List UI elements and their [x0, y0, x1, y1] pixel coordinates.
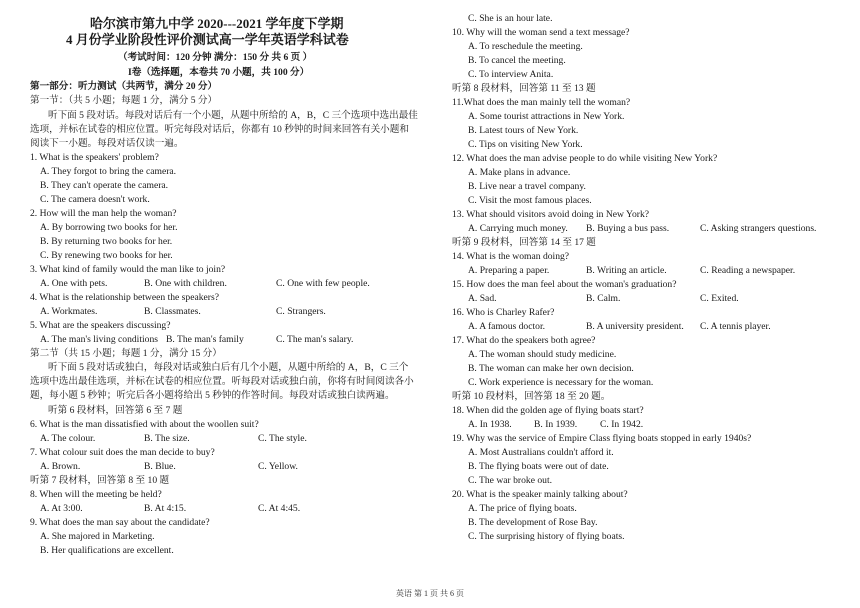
option: B. In 1939. [534, 419, 578, 430]
question-7: 7. What colour suit does the man decide to buy? [30, 447, 215, 458]
option: C. A tennis player. [700, 321, 771, 332]
option: C. To interview Anita. [468, 69, 554, 80]
option: B. Live near a travel company. [468, 181, 586, 192]
option: A. The colour. [40, 433, 96, 444]
option: B. At 4:15. [144, 503, 187, 514]
question-14: 14. What is the woman doing? [452, 251, 570, 262]
question-18: 18. When did the golden age of flying boats start? [452, 405, 644, 416]
option: A. A famous doctor. [468, 321, 546, 332]
option: C. One with few people. [276, 278, 370, 289]
section-two-instruction: 听下面 5 段对话或独白，每段对话或独白后有几个小题，从题中所给的 A，B，C 三个 [48, 362, 409, 373]
material-heading: 听第 8 段材料，回答第 11 至 13 题 [452, 83, 596, 94]
option: B. To cancel the meeting. [468, 55, 566, 66]
option: C. In 1942. [600, 419, 644, 430]
option: B. The woman can make her own decision. [468, 363, 634, 374]
page-footer: 英语 第 1 页 共 6 页 [396, 589, 464, 598]
option: B. The flying boats were out of date. [468, 461, 609, 472]
option: A. Sad. [468, 293, 497, 304]
option: A. Most Australians couldn't afford it. [468, 447, 614, 458]
option: B. By returning two books for her. [40, 236, 173, 247]
question-2: 2. How will the man help the woman? [30, 208, 177, 219]
option: C. Work experience is necessary for the woman. [468, 377, 654, 388]
option: C. Asking strangers questions. [700, 223, 817, 234]
option: B. They can't operate the camera. [40, 180, 169, 191]
option: C. Strangers. [276, 306, 326, 317]
exam-info: （考试时间：120 分钟 满分：150 分 共 6 页 ） [118, 52, 313, 63]
option: C. At 4:45. [258, 503, 301, 514]
option: A. The man's living conditions [40, 334, 159, 345]
option: C. Reading a newspaper. [700, 265, 796, 276]
section-one-instruction: 选项，并标在试卷的相应位置。听完每段对话后，你都有 10 秒钟的时间来回答有关小题和 [30, 124, 409, 135]
option: B. The size. [144, 433, 190, 444]
exam-title-2: 4 月份学业阶段性评价测试高一学年英语学科试卷 [66, 32, 349, 47]
option: A. Preparing a paper. [468, 265, 550, 276]
option: C. She is an hour late. [468, 13, 553, 24]
question-6: 6. What is the man dissatisfied with about the woollen suit? [30, 419, 259, 430]
option: C. Exited. [700, 293, 739, 304]
section-two-heading: 第二节（共 15 小题；每题 1 分，满分 15 分） [30, 348, 222, 359]
option: A. One with pets. [40, 278, 108, 289]
material-heading: 听第 9 段材料，回答第 14 至 17 题 [452, 237, 596, 248]
section-one-instruction: 阅读下一小题。每段对话仅读一遍。 [30, 138, 184, 149]
option: C. The surprising history of flying boats. [468, 531, 625, 542]
question-13: 13. What should visitors avoid doing in New York? [452, 209, 650, 220]
option: B. The man's family [166, 334, 244, 345]
section-two-instruction: 选项中选出最佳选项，并标在试卷的相应位置。听每段对话或独白前，你将有时间阅读各小 [30, 376, 414, 387]
option: A. To reschedule the meeting. [468, 41, 583, 52]
question-15: 15. How does the man feel about the woman's graduation? [452, 279, 677, 290]
option: C. Visit the most famous places. [468, 195, 592, 206]
question-5: 5. What are the speakers discussing? [30, 320, 171, 331]
material-heading: 听第 7 段材料，回答第 8 至 10 题 [30, 475, 170, 486]
question-16: 16. Who is Charley Rafer? [452, 307, 555, 318]
option: B. Blue. [144, 461, 176, 472]
listening-heading: 第一部分：听力测试（共两节，满分 20 分） [30, 81, 218, 92]
option: B. Classmates. [144, 306, 201, 317]
option: C. The man's salary. [276, 334, 354, 345]
option: A. The price of flying boats. [468, 503, 577, 514]
option: A. At 3:00. [40, 503, 83, 514]
option: B. Latest tours of New York. [468, 125, 579, 136]
option: A. The woman should study medicine. [468, 349, 617, 360]
option: C. By renewing two books for her. [40, 250, 173, 261]
option: A. Carrying much money. [468, 223, 568, 234]
option: B. Buying a bus pass. [586, 223, 670, 234]
question-20: 20. What is the speaker mainly talking about? [452, 489, 628, 500]
option: A. They forgot to bring the camera. [40, 166, 177, 177]
option: A. Make plans in advance. [468, 167, 571, 178]
exam-title-1: 哈尔滨市第九中学 2020---2021 学年度下学期 [90, 16, 344, 31]
option: A. Some tourist attractions in New York. [468, 111, 625, 122]
question-1: 1. What is the speakers' problem? [30, 152, 159, 163]
option: A. Workmates. [40, 306, 98, 317]
option: C. The camera doesn't work. [40, 194, 150, 205]
material-heading: 听第 10 段材料，回答第 18 至 20 题。 [452, 391, 611, 402]
question-11: 11.What does the man mainly tell the woman? [452, 97, 631, 108]
part-one-heading: I卷（选择题，本卷共 70 小题，共 100 分） [128, 67, 310, 78]
section-one-instruction: 听下面 5 段对话。每段对话后有一个小题，从题中所给的 A，B，C 三个选项中选出最佳 [48, 110, 418, 121]
option: B. Calm. [586, 293, 621, 304]
option: C. The war broke out. [468, 475, 553, 486]
section-one-heading: 第一节：（共 5 小题；每题 1 分，满分 5 分） [30, 95, 218, 106]
option: A. She majored in Marketing. [40, 531, 155, 542]
option: B. Her qualifications are excellent. [40, 545, 174, 556]
option: C. The style. [258, 433, 307, 444]
material-heading: 听第 6 段材料，回答第 6 至 7 题 [48, 405, 183, 416]
option: C. Tips on visiting New York. [468, 139, 583, 150]
question-4: 4. What is the relationship between the speakers? [30, 292, 219, 303]
question-9: 9. What does the man say about the candidate? [30, 517, 210, 528]
option: B. Writing an article. [586, 265, 667, 276]
question-10: 10. Why will the woman send a text message? [452, 27, 630, 38]
question-17: 17. What do the speakers both agree? [452, 335, 596, 346]
section-two-instruction: 题，每小题 5 秒钟；听完后各小题将给出 5 秒钟的作答时间。每段对话或独白读两遍。 [30, 390, 395, 401]
option: C. Yellow. [258, 461, 298, 472]
question-19: 19. Why was the service of Empire Class flying boats stopped in early 1940s? [452, 433, 752, 444]
question-3: 3. What kind of family would the man like to join? [30, 264, 226, 275]
option: B. A university president. [586, 321, 684, 332]
question-12: 12. What does the man advise people to do while visiting New York? [452, 153, 718, 164]
option: A. Brown. [40, 461, 81, 472]
option: B. One with children. [144, 278, 227, 289]
option: A. By borrowing two books for her. [40, 222, 178, 233]
option: A. In 1938. [468, 419, 512, 430]
option: B. The development of Rose Bay. [468, 517, 598, 528]
question-8: 8. When will the meeting be held? [30, 489, 162, 500]
